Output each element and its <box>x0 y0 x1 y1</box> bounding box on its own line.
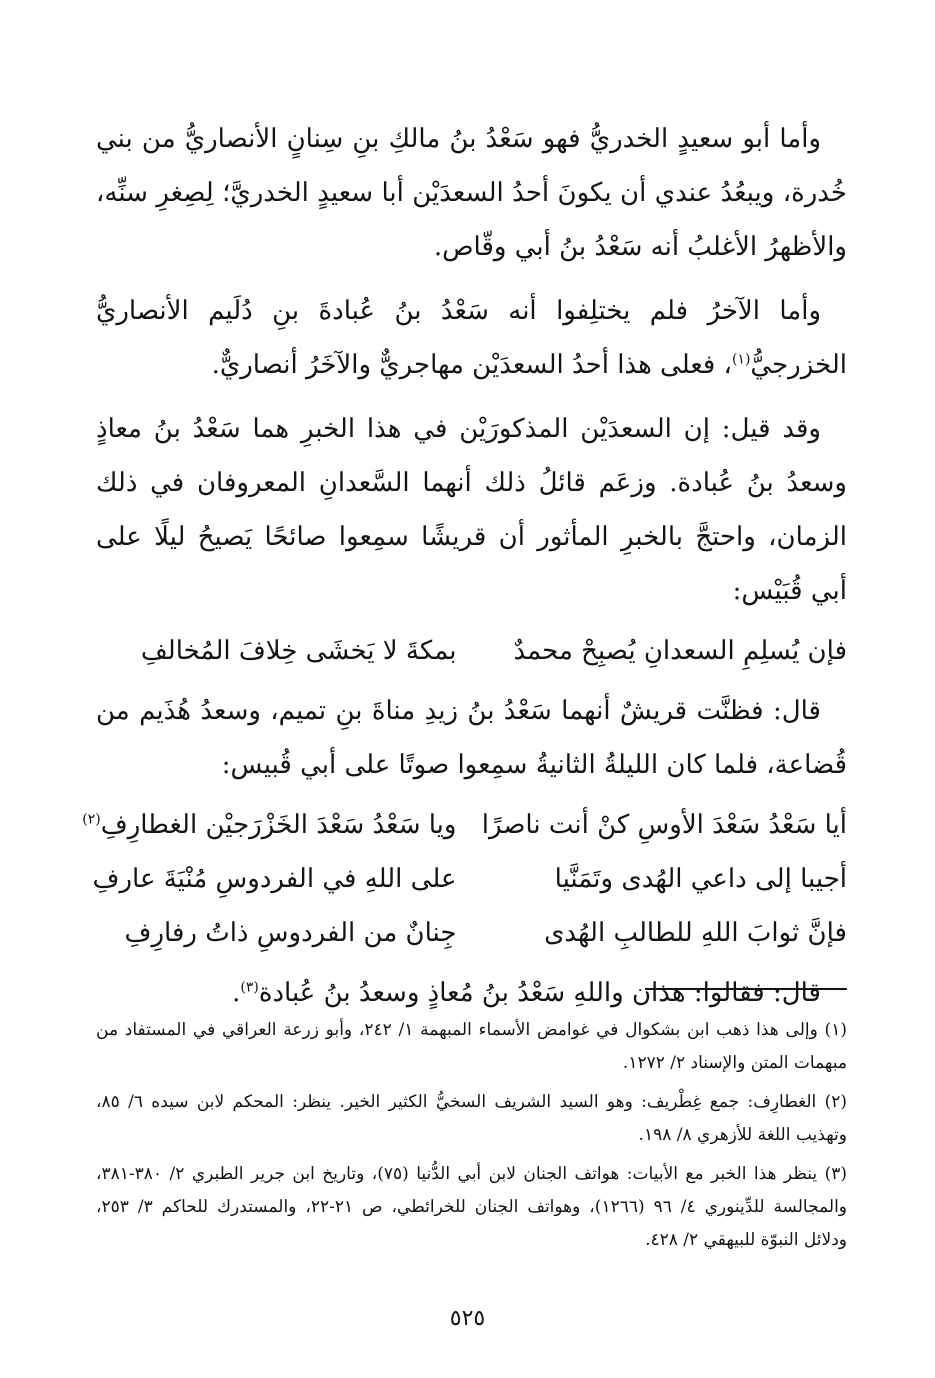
footnote-ref-2[interactable]: (٢) <box>82 811 101 828</box>
paragraph-4: قال: فظنَّت قريشٌ أنهما سَعْدُ بنُ زيدِ مناةَ بنِ تميم، وسعدُ هُذَيم من قُضاعة، فلما كان الليلةُ الثانيةُ سمِعوا صوتًا على أبي قُبيس: <box>96 696 847 780</box>
footnotes <box>96 1014 847 1263</box>
verse-second-hemistich: جِنانٌ من الفردوسِ ذاتُ رفارِفِ <box>124 918 457 948</box>
verse-line <box>82 798 847 852</box>
verse-first-hemistich: فإن يُسلِمِ السعدانِ يُصبِحْ محمدٌ <box>513 636 847 666</box>
verse-second-hemistich <box>82 798 457 852</box>
verse-first-hemistich: فإنَّ ثوابَ اللهِ للطالبِ الهُدى <box>544 918 847 948</box>
paragraph-3: وقد قيل: إن السعدَيْن المذكورَيْن في هذا الخبرِ هما سَعْدُ بنُ معاذٍ وسعدُ بنُ عُبادة. وزعَم قائلُ ذلك أنهما السَّعدانِ المعروفان في ذلك الزمان، واحتجَّ بالخبرِ المأثور أن قريشًا سمِعوا صائحًا يَصيحُ ليلًا على أبي قُبَيْس: <box>96 414 847 606</box>
verse-line <box>96 906 847 960</box>
footnote-3: (٣) ينظر هذا الخبر مع الأبيات: هواتف الجنان لابن أبي الدُّنيا (٧٥)، وتاريخ ابن جرير الطبري ٢/ ٣٨٠-٣٨١، والمجالسة للدِّينوري ٤/ ٩٦ (١٢٦٦)، وهواتف الجنان للخرائطي، ص ٢١-٢٢، والمستدرك للحاكم ٣/ ٢٥٣، ودلائل النبوّة للبيهقي ٢/ ٤٢٨. <box>96 1164 847 1250</box>
main-text <box>82 112 847 1020</box>
paragraph-5-tail: . <box>232 978 241 1008</box>
paragraph-2-tail: ، فعلى هذا أحدُ السعدَيْن مهاجريٌّ والآخَرُ أنصاريٌّ. <box>211 350 732 380</box>
paragraph-2-text: وأما الآخرُ فلم يختلِفوا أنه سَعْدُ بنُ عُبادةَ بنِ دُلَيم الأنصاريُّ الخزرجيُّ <box>96 296 847 380</box>
paragraph-5 <box>96 966 847 1020</box>
page-number: ٥٢٥ <box>449 1306 486 1331</box>
paragraph-5-text: قال: فقالوا: هذان واللهِ سَعْدُ بنُ مُعاذٍ وسعدُ بنُ عُبادة <box>258 978 821 1008</box>
paragraph-2 <box>96 284 847 392</box>
poem-verse-1 <box>96 624 847 678</box>
verse-second-hemistich: على اللهِ في الفردوسِ مُنْيَةَ عارفِ <box>92 864 457 894</box>
verse-second-hemistich-text: ويا سَعْدُ سَعْدَ الخَزْرَجيْن الغطارِفِ <box>100 810 457 840</box>
verse-line <box>96 624 847 678</box>
footnote-ref-3[interactable]: (٣) <box>240 979 259 996</box>
verse-first-hemistich: أيا سَعْدُ سَعْدَ الأوسِ كنْ أنت ناصرًا <box>481 810 847 840</box>
paragraph-1: وأما أبو سعيدٍ الخدريُّ فهو سَعْدُ بنُ مالكِ بنِ سِنانٍ الأنصاريُّ من بني خُدرة، ويبعُدُ عندي أن يكونَ أحدُ السعدَيْن أبا سعيدٍ الخدريَّ؛ لِصِغرِ سنِّه، والأظهرُ الأغلبُ أنه سَعْدُ بنُ أبي وقّاص. <box>96 124 847 262</box>
footnote-1: (١) وإلى هذا ذهب ابن بشكوال في غوامض الأسماء المبهمة ١/ ٢٤٢، وأبو زرعة العراقي في المستفاد من مبهمات المتن والإسناد ٢/ ١٢٧٢. <box>96 1020 847 1073</box>
footnote-separator <box>645 988 847 990</box>
poem-verses-2 <box>82 798 847 960</box>
verse-second-hemistich: بمكةَ لا يَخشَى خِلافَ المُخالفِ <box>140 636 457 666</box>
verse-line <box>92 852 847 906</box>
footnote-2: (٢) الغطارِف: جمع غِطْريف: وهو السيد الشريف السخيُّ الكثير الخير. ينظر: المحكم لابن سيده ٦/ ٨٥، وتهذيب اللغة للأزهري ٨/ ١٩٨. <box>96 1092 847 1145</box>
verse-first-hemistich: أجيبا إلى داعي الهُدى وتَمَنَّيا <box>554 864 847 894</box>
footnote-ref-1[interactable]: (١) <box>731 351 751 368</box>
